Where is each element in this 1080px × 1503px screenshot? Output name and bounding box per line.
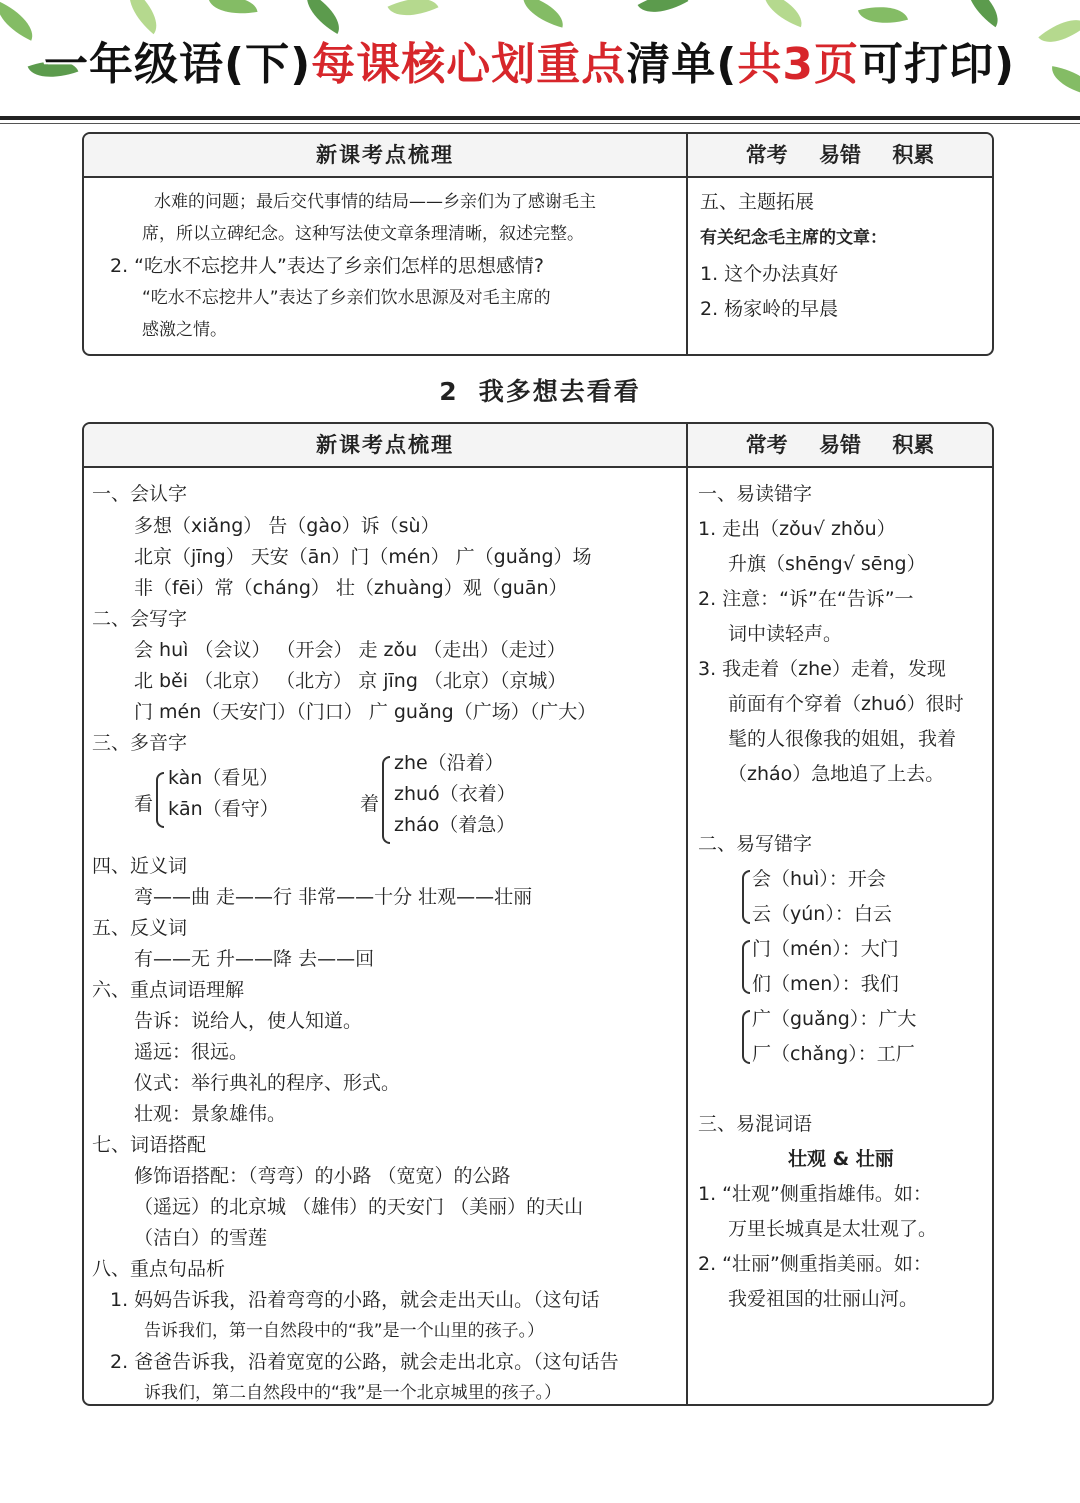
text-line: 2. 注意：“诉”在“告诉”一 — [698, 588, 914, 610]
leaf-decoration — [208, 0, 257, 20]
text-line: 壮观：景象雄伟。 — [134, 1103, 287, 1125]
section-title: 二、易写错字 — [698, 833, 813, 855]
section-title: 二、会写字 — [92, 608, 188, 630]
title-part: 一年级语(下) — [44, 39, 312, 90]
text-line: 门（mén）：大门 — [752, 938, 899, 960]
text-line: 诉我们，第二自然段中的“我”是一个北京城里的孩子。） — [144, 1383, 562, 1403]
text-line: 告诉我们，第一自然段中的“我”是一个山里的孩子。） — [144, 1321, 545, 1341]
header-tag: 常考 — [745, 433, 788, 457]
reading-line: zhe（沿着） — [394, 752, 504, 774]
text-line: 前面有个穿着（zhuó）很时 — [728, 693, 964, 715]
lesson2-table — [82, 422, 994, 1406]
section-title: 一、会认字 — [92, 483, 188, 505]
lesson-number: 2 — [439, 377, 459, 406]
text-line: 2. 爸爸告诉我，沿着宽宽的公路，就会走出北京。（这句话告 — [110, 1351, 619, 1373]
leaf-decoration — [1048, 66, 1080, 96]
title-part-red: 共3页 — [737, 39, 859, 90]
reading-line: kàn（看见） — [168, 767, 279, 789]
header-banner — [0, 0, 1080, 118]
section-title: 三、多音字 — [92, 732, 188, 754]
text-line: 修饰语搭配：（弯弯）的小路 （宽宽）的公路 — [134, 1165, 511, 1187]
header-tag: 常考 — [745, 143, 788, 167]
text-line: 有——无 升——降 去——回 — [134, 948, 375, 970]
header-right — [688, 134, 992, 176]
text-line: 1. 走出（zǒu√ zhǒu） — [698, 518, 896, 540]
leaf-decoration — [0, 1, 40, 40]
header-tag: 积累 — [892, 433, 935, 457]
text-line: 会（huì）：开会 — [752, 868, 886, 890]
leaf-decoration — [388, 0, 439, 27]
polyphone-char: 看 — [134, 793, 154, 815]
left-column — [84, 178, 688, 354]
reading-line: zháo（着急） — [394, 814, 516, 836]
section-title: 四、近义词 — [92, 855, 188, 877]
text-line: 万里长城真是太壮观了。 — [728, 1218, 938, 1240]
text-line: 广（guǎng）：广大 — [752, 1008, 917, 1030]
text-line: 弯——曲 走——行 非常——十分 壮观——壮丽 — [134, 886, 533, 908]
header-right — [688, 424, 992, 466]
list-item: 2. 杨家岭的早晨 — [700, 298, 839, 320]
leaf-decoration — [858, 0, 908, 32]
header-tag: 积累 — [892, 143, 935, 167]
section-title: 一、易读错字 — [698, 483, 813, 505]
header-tag: 易错 — [819, 143, 861, 167]
section-title: 五、反义词 — [92, 917, 188, 939]
text-line: 词中读轻声。 — [728, 623, 843, 645]
table-header — [84, 134, 992, 178]
text-line: 们（men）：我们 — [752, 973, 899, 995]
text-line: 遥远：很远。 — [134, 1041, 249, 1063]
question-line: 2. “吃水不忘挖井人”表达了乡亲们怎样的思想感情? — [110, 255, 544, 277]
reading-line: kān（看守） — [168, 798, 279, 820]
list-item: 1. 这个办法真好 — [700, 263, 839, 285]
leaf-decoration — [958, 0, 1008, 27]
text-line: 1. “壮观”侧重指雄伟。如： — [698, 1183, 932, 1205]
brace-icon — [742, 870, 750, 924]
title-part: 可打印) — [858, 39, 1016, 90]
lesson1-table — [82, 132, 994, 356]
polyphone-char: 着 — [360, 793, 380, 815]
brace-icon — [742, 1010, 750, 1064]
text-line: 厂（chǎng）：工厂 — [752, 1043, 915, 1065]
left-column — [84, 468, 688, 1404]
right-column — [688, 468, 992, 1404]
text-line: 2. “壮丽”侧重指美丽。如： — [698, 1253, 932, 1275]
leaf-decoration — [638, 0, 689, 24]
title-part: 清单( — [626, 39, 738, 90]
divider — [0, 123, 1080, 124]
text-line: 非（fēi）常（cháng） 壮（zhuàng）观（guān） — [134, 577, 568, 599]
section-subtitle: 有关纪念毛主席的文章： — [700, 228, 887, 248]
text-line: 告诉：说给人，使人知道。 — [134, 1010, 363, 1032]
divider — [0, 116, 1080, 120]
table-body — [84, 178, 992, 354]
text-line: 会 huì （会议） （开会） 走 zǒu （走出）（走过） — [134, 639, 566, 661]
text-line: （洁白）的雪莲 — [134, 1227, 268, 1249]
header-tag: 易错 — [819, 433, 861, 457]
leaf-decoration — [758, 0, 809, 27]
text-line: （zháo）急地追了上去。 — [728, 763, 945, 785]
text-line: （遥远）的北京城 （雄伟）的天安门 （美丽）的天山 — [134, 1196, 584, 1218]
text-line: 云（yún）：白云 — [752, 903, 892, 925]
text-line: 髦的人很像我的姐姐，我着 — [728, 728, 957, 750]
text-line: 3. 我走着（zhe）走着，发现 — [698, 658, 946, 680]
section-title: 八、重点句品析 — [92, 1258, 226, 1280]
section-title: 七、词语搭配 — [92, 1134, 207, 1156]
section-title: 五、主题拓展 — [700, 191, 815, 213]
table-header — [84, 424, 992, 468]
brace-icon — [742, 940, 750, 994]
text-line: 门 mén（天安门）（门口） 广 guǎng（广场）（广大） — [134, 701, 597, 723]
section-title: 三、易混词语 — [698, 1113, 813, 1135]
leaf-decoration — [1038, 8, 1080, 54]
brace-icon — [382, 756, 390, 844]
text-line: 北京（jīng） 天安（ān）门（mén） 广（guǎng）场 — [134, 546, 592, 568]
text-line: 席，所以立碑纪念。这种写法使文章条理清晰，叙述完整。 — [142, 224, 584, 244]
header-left: 新课考点梳理 — [84, 134, 688, 176]
text-line: 1. 妈妈告诉我，沿着弯弯的小路，就会走出天山。（这句话 — [110, 1289, 600, 1311]
right-column — [688, 178, 992, 354]
text-line: “吃水不忘挖井人”表达了乡亲们饮水思源及对毛主席的 — [142, 288, 551, 308]
text-line: 多想（xiǎng） 告（gào）诉（sù） — [134, 515, 440, 537]
text-line: 感激之情。 — [142, 320, 227, 340]
section-title: 六、重点词语理解 — [92, 979, 245, 1001]
text-line: 水难的问题；最后交代事情的结局——乡亲们为了感谢毛主 — [154, 192, 596, 212]
leaf-decoration — [518, 0, 568, 28]
lesson-heading — [0, 372, 1080, 408]
section-subtitle: 壮观 & 壮丽 — [788, 1148, 894, 1170]
page-title — [44, 28, 1015, 92]
text-line: 仪式：举行典礼的程序、形式。 — [134, 1072, 401, 1094]
text-line: 北 běi （北京） （北方） 京 jīng （北京）（京城） — [134, 670, 567, 692]
reading-line: zhuó（衣着） — [394, 783, 516, 805]
table-body — [84, 468, 992, 1404]
header-left: 新课考点梳理 — [84, 424, 688, 466]
text-line: 我爱祖国的壮丽山河。 — [728, 1288, 919, 1310]
lesson-title: 我多想去看看 — [478, 377, 641, 406]
title-part-red: 每课核心划重点 — [311, 39, 627, 90]
text-line: 升旗（shēng√ sēng） — [728, 553, 926, 575]
brace-icon — [156, 772, 164, 828]
